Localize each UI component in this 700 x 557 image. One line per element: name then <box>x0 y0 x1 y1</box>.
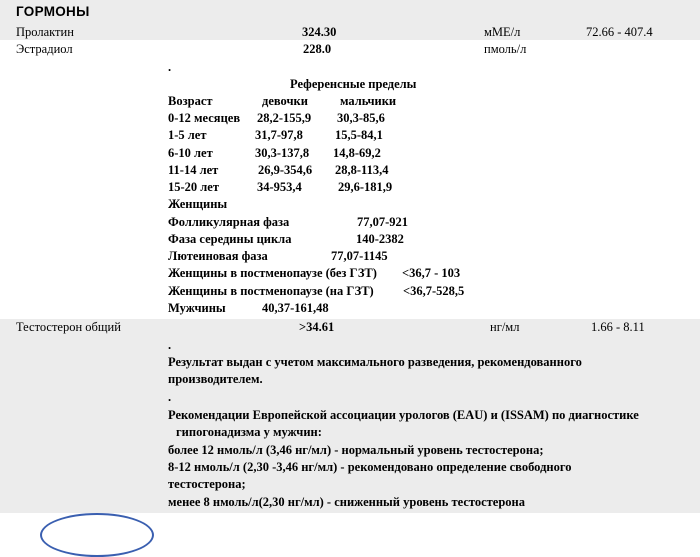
note-dot: . <box>168 390 172 404</box>
ref-age-boys: 29,6-181,9 <box>338 180 393 194</box>
row-testosterone-range: 1.66 - 8.11 <box>591 320 645 334</box>
note-dot: . <box>168 338 172 352</box>
ref-phase-label: Фолликулярная фаза <box>168 215 290 229</box>
note-line: более 12 нмоль/л (3,46 нг/мл) - нормальный уровень тестостерона; <box>168 443 544 457</box>
ref-phase-value: 140-2382 <box>356 232 404 246</box>
ref-phase-label: Мужчины <box>168 301 226 315</box>
note-line: менее 8 нмоль/л(2,30 нг/мл) - сниженный уровень тестостерона <box>168 495 525 509</box>
row-prolactin-name: Пролактин <box>16 25 74 39</box>
ref-phase-label: Женщины в постменопаузе (без ГЗТ) <box>168 266 377 280</box>
ref-phase-label: Женщины в постменопаузе (на ГЗТ) <box>168 284 374 298</box>
ref-phase-label: Лютеиновая фаза <box>168 249 268 263</box>
ref-phase-value: <36,7 - 103 <box>402 266 461 280</box>
row-estradiol-unit: пмоль/л <box>484 42 527 56</box>
ref-age-girls: 34-953,4 <box>257 180 302 194</box>
note-line: тестостерона; <box>168 477 246 491</box>
ref-head-age: Возраст <box>168 94 213 108</box>
ref-age-girls: 28,2-155,9 <box>257 111 312 125</box>
note-line: гипогонадизма у мужчин: <box>176 425 322 439</box>
ref-phase-value: <36,7-528,5 <box>403 284 465 298</box>
ref-age-label: 15-20 лет <box>168 180 219 194</box>
stamp-icon <box>40 513 154 557</box>
ref-age-girls: 31,7-97,8 <box>255 128 303 142</box>
ref-phase-value: 40,37-161,48 <box>262 301 329 315</box>
ref-age-label: 11-14 лет <box>168 163 219 177</box>
ref-phase-label: Фаза середины цикла <box>168 232 292 246</box>
row-prolactin-unit: мМЕ/л <box>484 25 521 39</box>
row-testosterone-unit: нг/мл <box>490 320 520 334</box>
row-testosterone-name: Тестостерон общий <box>16 320 121 334</box>
ref-dot: . <box>168 60 172 74</box>
section-title: ГОРМОНЫ <box>16 4 90 19</box>
row-testosterone-value: >34.61 <box>299 320 335 334</box>
ref-age-girls: 26,9-354,6 <box>258 163 313 177</box>
ref-women-label: Женщины <box>168 197 228 211</box>
ref-age-boys: 15,5-84,1 <box>335 128 383 142</box>
ref-age-girls: 30,3-137,8 <box>255 146 310 160</box>
row-estradiol-name: Эстрадиол <box>16 42 73 56</box>
note-line: производителем. <box>168 372 263 386</box>
ref-age-label: 6-10 лет <box>168 146 213 160</box>
ref-age-label: 0-12 месяцев <box>168 111 241 125</box>
ref-head-girls: девочки <box>262 94 308 108</box>
ref-phase-value: 77,07-1145 <box>331 249 388 263</box>
ref-head-boys: мальчики <box>340 94 397 108</box>
ref-age-boys: 30,3-85,6 <box>337 111 385 125</box>
header-band <box>0 0 700 24</box>
note-line: Рекомендации Европейской ассоциации урологов (EAU) и (ISSAM) по диагностике <box>168 408 639 422</box>
row-estradiol-value: 228.0 <box>303 42 332 56</box>
ref-phase-value: 77,07-921 <box>357 215 409 229</box>
note-line: Результат выдан с учетом максимального разведения, рекомендованного <box>168 355 582 369</box>
ref-title: Референсные пределы <box>290 77 417 91</box>
ref-age-label: 1-5 лет <box>168 128 207 142</box>
ref-age-boys: 28,8-113,4 <box>335 163 389 177</box>
note-line: 8-12 нмоль/л (2,30 -3,46 нг/мл) - рекомендовано определение свободного <box>168 460 572 474</box>
ref-age-boys: 14,8-69,2 <box>333 146 381 160</box>
row-prolactin-range: 72.66 - 407.4 <box>586 25 653 39</box>
row-prolactin-value: 324.30 <box>302 25 337 39</box>
